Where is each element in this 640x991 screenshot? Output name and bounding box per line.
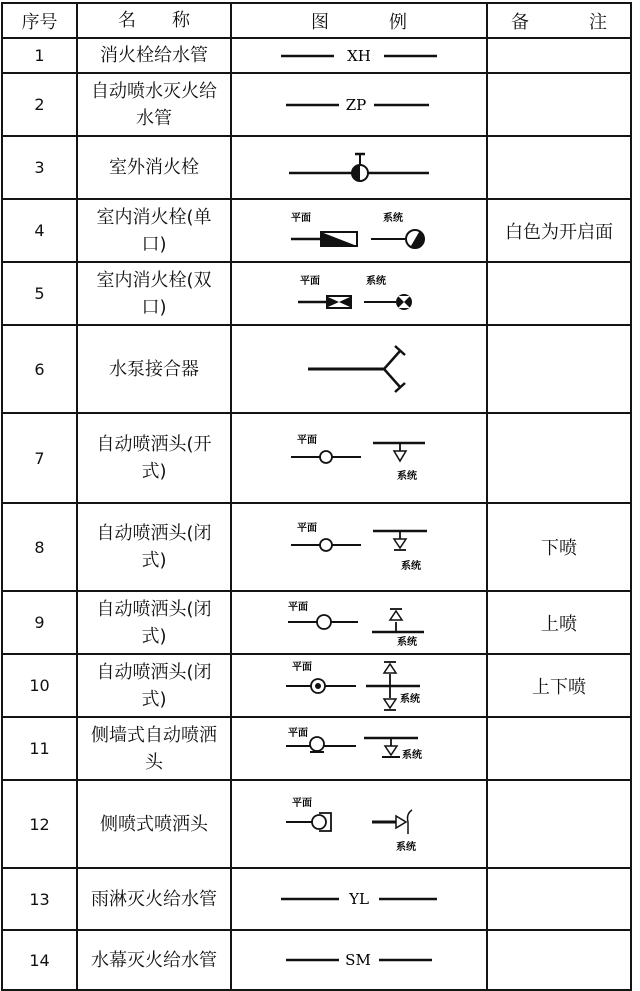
indoor-hydrant-single-icon: [231, 199, 487, 262]
indoor-hydrant-double-icon: [231, 262, 487, 325]
svg-text:系统: 系统: [397, 636, 417, 648]
row-note: [487, 38, 631, 73]
svg-text:YL: YL: [349, 890, 369, 908]
row-note: 白色为开启面: [487, 199, 631, 262]
svg-text:ZP: ZP: [345, 95, 367, 114]
row-note: 下喷: [487, 503, 631, 591]
pipe-line-sm-icon: [231, 930, 487, 990]
svg-text:系统: 系统: [401, 561, 421, 572]
table-row: [2, 73, 631, 136]
table-row: [2, 868, 631, 930]
row-note: [487, 868, 631, 930]
row-note: [487, 413, 631, 503]
header-legend: 图 例: [231, 3, 487, 38]
row-note: 上下喷: [487, 654, 631, 717]
table-row: [2, 717, 631, 780]
table-row: [2, 199, 631, 262]
row-name: 水泵接合器: [109, 358, 199, 380]
svg-text:平面: 平面: [292, 798, 312, 809]
row-name: 自动喷洒头(闭式): [96, 661, 212, 710]
row-number: 13: [2, 868, 77, 930]
row-name: 雨淋灭火给水管: [91, 888, 217, 910]
svg-text:平面: 平面: [288, 601, 308, 613]
row-number: 5: [2, 262, 77, 325]
pump-adapter-icon: [231, 325, 487, 413]
outdoor-hydrant-icon: [231, 136, 487, 199]
row-number: 1: [2, 38, 77, 73]
row-number: 2: [2, 73, 77, 136]
svg-text:系统: 系统: [402, 749, 422, 761]
row-name: 侧喷式喷洒头: [100, 813, 208, 835]
row-number: 7: [2, 413, 77, 503]
svg-text:平面: 平面: [300, 275, 320, 287]
table-row: [2, 780, 631, 868]
svg-text:系统: 系统: [383, 212, 403, 224]
table-row: [2, 136, 631, 199]
row-note: [487, 73, 631, 136]
row-name: 侧墙式自动喷洒头: [91, 724, 217, 773]
row-number: 10: [2, 654, 77, 717]
row-name: 自动喷洒头(闭式): [96, 598, 212, 647]
svg-text:平面: 平面: [288, 727, 308, 739]
svg-text:SM: SM: [345, 951, 371, 969]
row-number: 11: [2, 717, 77, 780]
row-name: 自动喷水灭火给水管: [91, 80, 217, 129]
table-row: [2, 38, 631, 73]
pipe-line-xh-icon: [231, 38, 487, 73]
svg-text:系统: 系统: [397, 471, 417, 482]
sprinkler-closed-updown-icon: [231, 654, 487, 717]
row-name: 自动喷洒头(开式): [96, 434, 212, 482]
row-note: [487, 325, 631, 413]
row-name: 水幕灭火给水管: [91, 949, 217, 971]
table-row: [2, 591, 631, 654]
row-number: 6: [2, 325, 77, 413]
table-row: [2, 325, 631, 413]
svg-text:平面: 平面: [297, 523, 317, 534]
table-row: [2, 503, 631, 591]
sidewall-sprinkler-icon: [231, 717, 487, 780]
row-number: 4: [2, 199, 77, 262]
row-number: 8: [2, 503, 77, 591]
svg-text:XH: XH: [347, 46, 371, 65]
row-number: 12: [2, 780, 77, 868]
row-number: 14: [2, 930, 77, 990]
pipe-line-zp-icon: [231, 73, 487, 136]
header-no: 序号: [2, 3, 77, 38]
svg-text:系统: 系统: [366, 275, 386, 287]
sprinkler-closed-down-icon: [231, 503, 487, 591]
row-note: [487, 780, 631, 868]
table-row: [2, 930, 631, 990]
table-row: [2, 654, 631, 717]
row-note: [487, 262, 631, 325]
header-name: 名 称: [77, 3, 231, 38]
table-row: [2, 262, 631, 325]
row-number: 9: [2, 591, 77, 654]
row-note: [487, 717, 631, 780]
svg-text:系统: 系统: [400, 693, 420, 705]
svg-text:平面: 平面: [297, 435, 317, 446]
row-name: 室外消火栓: [109, 157, 199, 178]
header-note: 备 注: [487, 3, 631, 38]
pipe-line-yl-icon: [231, 868, 487, 930]
row-note: [487, 930, 631, 990]
row-note: 上喷: [487, 591, 631, 654]
row-name: 消火栓给水管: [100, 45, 208, 66]
row-name: 自动喷洒头(闭式): [96, 523, 212, 571]
header-row: [2, 3, 631, 38]
svg-text:系统: 系统: [396, 842, 416, 853]
row-name: 室内消火栓(双口): [96, 269, 212, 318]
side-spray-sprinkler-icon: [231, 780, 487, 868]
fire-symbol-legend-table: [1, 2, 632, 991]
sprinkler-closed-up-icon: [231, 591, 487, 654]
sprinkler-open-icon: [231, 413, 487, 503]
row-name: 室内消火栓(单口): [96, 206, 212, 255]
svg-text:平面: 平面: [291, 212, 311, 224]
row-note: [487, 136, 631, 199]
table-row: [2, 413, 631, 503]
svg-text:平面: 平面: [292, 661, 312, 673]
row-number: 3: [2, 136, 77, 199]
